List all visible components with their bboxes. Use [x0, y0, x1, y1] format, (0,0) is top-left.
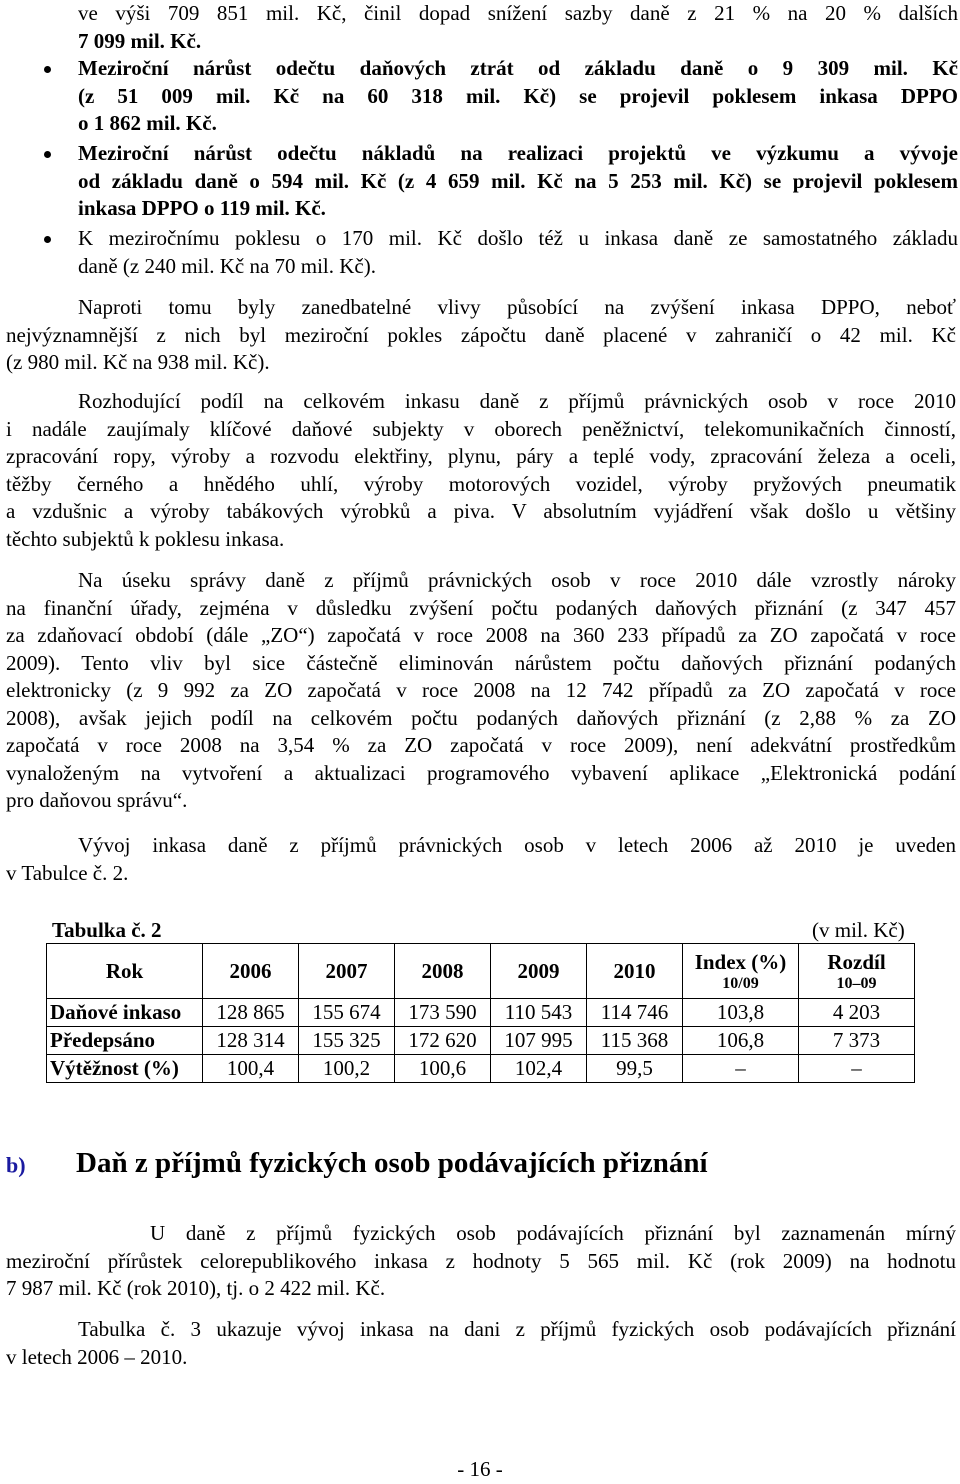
bullet-dot-icon — [44, 151, 51, 158]
paragraph-line: vynaloženým na vytvoření a aktualizaci programového vybavení aplikace „Elektronická podání — [6, 760, 956, 785]
table-cell-index: 103,8 — [683, 999, 799, 1027]
table-header-row — [47, 944, 915, 999]
table-header-year: 2006 — [203, 944, 299, 999]
paragraph-line: 2008), avšak jejich podíl na celkovém počtu podaných daňových přiznání (z 2,88 % za ZO — [6, 705, 956, 730]
table-header-rozdil — [799, 944, 915, 999]
paragraph-line: i nadále zaujímaly klíčové daňové subjekty v oborech peněžnictví, telekomunikačních činností, — [6, 416, 956, 441]
bullet-item — [0, 140, 958, 223]
paragraph-line: Naproti tomu byly zanedbatelné vlivy působící na zvýšení inkasa DPPO, neboť — [78, 295, 956, 319]
paragraph-line: meziroční přírůstek celorepublikového inkasa z hodnoty 5 565 mil. Kč (rok 2009) na hodnotu — [6, 1248, 956, 1273]
table-cell: 155 674 — [299, 999, 395, 1027]
paragraph-line: v Tabulce č. 2. — [6, 860, 129, 885]
bullet-line: Meziroční nárůst odečtu nákladů na realizaci projektů ve výzkumu a vývoje — [78, 141, 958, 165]
paragraph-line: započatá v roce 2008 na 3,54 % za ZO započatá v roce 2009), není adekvátní prostředkům — [6, 733, 956, 757]
bullet-item — [0, 225, 958, 280]
table-cell: 128 314 — [203, 1027, 299, 1055]
paragraph-line: v letech 2006 – 2010. — [6, 1344, 188, 1369]
bullet-item-continued — [0, 0, 958, 55]
table-caption: Tabulka č. 2 — [52, 918, 162, 942]
table-cell: 107 995 — [491, 1027, 587, 1055]
table-row-label: Předepsáno — [47, 1027, 203, 1055]
paragraph — [6, 1220, 956, 1303]
table-cell: 173 590 — [395, 999, 491, 1027]
bullet-dot-icon — [44, 66, 51, 73]
table-row — [47, 1027, 915, 1055]
bullet-item — [0, 55, 958, 138]
bullet-line: ve výši 709 851 mil. Kč, činil dopad snížení sazby daně z 21 % na 20 % dalších — [78, 1, 958, 25]
paragraph — [6, 832, 956, 887]
table-cell-rozdil: – — [799, 1055, 915, 1083]
paragraph-line: zpracování ropy, výroby a rozvodu elektřiny, plynu, páry a teplé vody, zpracování železa a oceli, — [6, 444, 956, 468]
table-cell: 115 368 — [587, 1027, 683, 1055]
table-cell-rozdil: 4 203 — [799, 999, 915, 1027]
table-cell: 100,6 — [395, 1055, 491, 1083]
table-row-label: Daňové inkaso — [47, 999, 203, 1027]
bullet-line: od základu daně o 594 mil. Kč (z 4 659 mil. Kč na 5 253 mil. Kč) se projevil poklesem — [78, 168, 958, 193]
paragraph — [6, 294, 956, 377]
paragraph-line: (z 980 mil. Kč na 938 mil. Kč). — [6, 350, 270, 374]
table-header-rok: Rok — [47, 944, 203, 999]
table-row-label: Výtěžnost (%) — [47, 1055, 203, 1083]
index-label: Index (%) — [694, 949, 787, 974]
paragraph-line: 7 987 mil. Kč (rok 2010), tj. o 2 422 mil. Kč. — [6, 1276, 386, 1300]
paragraph-line: těchto subjektů k poklesu inkasa. — [6, 526, 285, 551]
paragraph-line: na finanční úřady, zejména v důsledku zvýšení počtu podaných daňových přiznání (z 347 457 — [6, 595, 956, 620]
paragraph-line: pro daňovou správu“. — [6, 788, 188, 812]
index-sub: 10/09 — [722, 974, 759, 992]
table-cell-index: – — [683, 1055, 799, 1083]
table-header-year: 2009 — [491, 944, 587, 999]
paragraph-line: Tabulka č. 3 ukazuje vývoj inkasa na dani z příjmů fyzických osob podávajících přiznání — [78, 1317, 956, 1341]
paragraph — [6, 567, 956, 815]
paragraph-line: 2009). Tento vliv byl sice částečně eliminován nárůstem počtu daňových přiznání podaných — [6, 650, 956, 675]
table-row — [47, 999, 915, 1027]
table-unit: (v mil. Kč) — [812, 918, 905, 942]
bullet-line: daně (z 240 mil. Kč na 70 mil. Kč). — [78, 253, 376, 278]
table-header-year: 2010 — [587, 944, 683, 999]
table-cell: 155 325 — [299, 1027, 395, 1055]
paragraph-line: za zdaňovací období (dále „ZO“) započatá v roce 2008 na 360 233 případů za ZO započatá v roce — [6, 623, 956, 647]
table-cell-rozdil: 7 373 — [799, 1027, 915, 1055]
table-cell: 114 746 — [587, 999, 683, 1027]
paragraph-line: a vzdušnic a výroby tabákových výrobků a piva. V absolutním vyjádření však došlo u většiny — [6, 499, 956, 523]
page-number: - 16 - — [457, 1457, 503, 1481]
bullet-line: Meziroční nárůst odečtu daňových ztrát od základu daně o 9 309 mil. Kč — [78, 56, 958, 80]
table-header-index — [683, 944, 799, 999]
section-heading — [6, 1147, 708, 1179]
table-header-year: 2008 — [395, 944, 491, 999]
table-cell: 100,4 — [203, 1055, 299, 1083]
table-cell: 99,5 — [587, 1055, 683, 1083]
paragraph-line: nejvýznamnější z nich byl meziroční pokles zápočtu daně placené v zahraničí o 42 mil. Kč — [6, 322, 956, 347]
table-cell-index: 106,8 — [683, 1027, 799, 1055]
paragraph-line: Vývoj inkasa daně z příjmů právnických osob v letech 2006 až 2010 je uveden — [78, 833, 956, 857]
table-cell: 110 543 — [491, 999, 587, 1027]
table-row — [47, 1055, 915, 1083]
table-header-year: 2007 — [299, 944, 395, 999]
bullet-line: inkasa DPPO o 119 mil. Kč. — [78, 196, 326, 220]
paragraph-line: U daně z příjmů fyzických osob podávajících přiznání byl zaznamenán mírný — [150, 1221, 956, 1245]
rozdil-sub: 10–09 — [836, 974, 877, 992]
data-table — [46, 943, 915, 1083]
paragraph-line: Rozhodující podíl na celkovém inkasu daně z příjmů právnických osob v roce 2010 — [78, 389, 956, 413]
rozdil-label: Rozdíl — [827, 949, 886, 974]
bullet-dot-icon — [44, 236, 51, 243]
paragraph-line: Na úseku správy daně z příjmů právnických osob v roce 2010 dále vzrostly nároky — [78, 568, 956, 592]
paragraph — [6, 1316, 956, 1371]
paragraph — [6, 388, 956, 553]
paragraph-line: elektronicky (z 9 992 za ZO započatá v roce 2008 na 12 742 případů za ZO započatá v roce — [6, 678, 956, 702]
bullet-line: (z 51 009 mil. Kč na 60 318 mil. Kč) se projevil poklesem inkasa DPPO — [78, 83, 958, 108]
table-cell: 128 865 — [203, 999, 299, 1027]
table-cell: 100,2 — [299, 1055, 395, 1083]
table-cell: 102,4 — [491, 1055, 587, 1083]
bullet-line: 7 099 mil. Kč. — [78, 28, 202, 53]
bullet-line: o 1 862 mil. Kč. — [78, 111, 217, 135]
table-cell: 172 620 — [395, 1027, 491, 1055]
section-title: Daň z příjmů fyzických osob podávajících přiznání — [76, 1147, 708, 1179]
section-letter: b) — [6, 1152, 26, 1178]
bullet-line: K meziročnímu poklesu o 170 mil. Kč došlo též u inkasa daně ze samostatného základu — [78, 226, 958, 250]
paragraph-line: těžby černého a hnědého uhlí, výroby motorových vozidel, výroby pryžových pneumatik — [6, 471, 956, 496]
